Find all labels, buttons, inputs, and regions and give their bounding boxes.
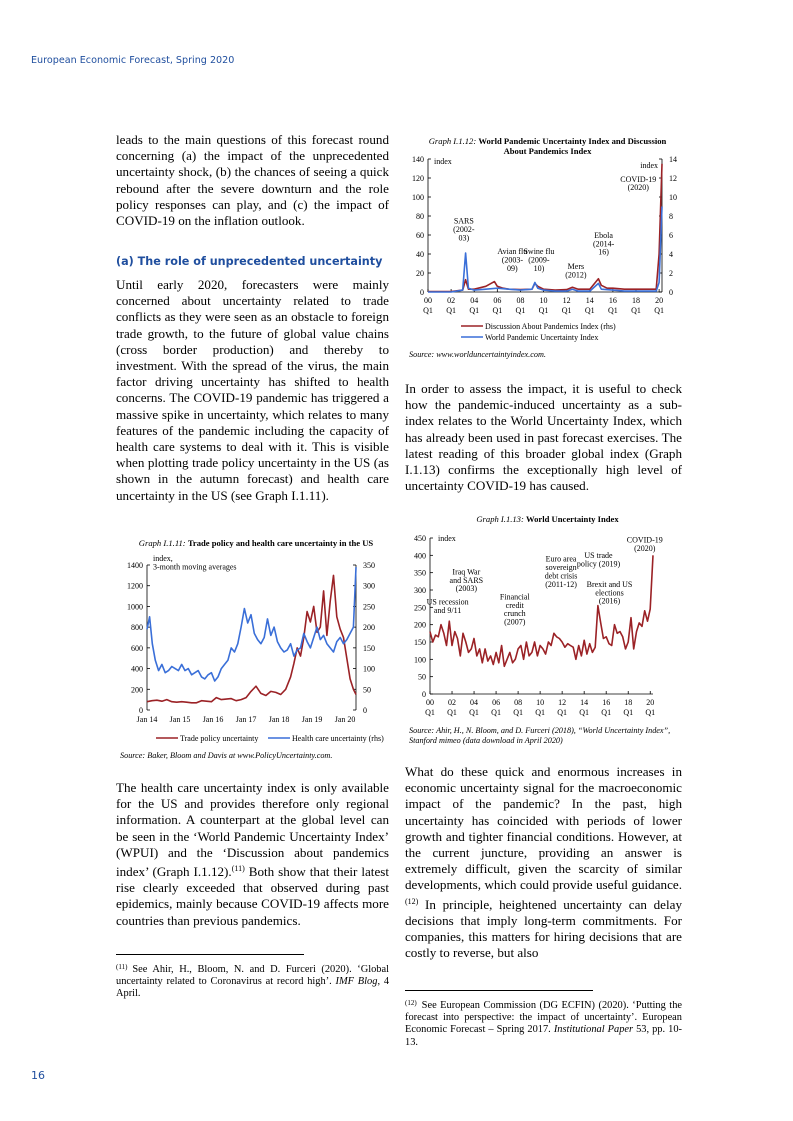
- x-tick-label-quarter: Q1: [645, 708, 656, 717]
- x-tick-label-year: 12: [558, 698, 567, 707]
- y-tick-label-right: 14: [669, 155, 677, 164]
- left-column-mid: [116, 277, 389, 504]
- x-tick-label-quarter: Q1: [515, 306, 526, 315]
- y-tick-label-left: 60: [416, 231, 424, 240]
- graph-title-text: World Pandemic Uncertainty Index and Discussion About Pandemics Index: [478, 136, 667, 156]
- y-tick-label-left: 1400: [127, 561, 143, 570]
- y-tick-label-right: 300: [363, 581, 375, 591]
- x-tick-label-year: 14: [580, 698, 589, 707]
- y-tick-label-left: 600: [131, 643, 143, 653]
- y-tick-label-left: 0: [420, 288, 424, 297]
- y-tick-label-right: 250: [363, 602, 375, 612]
- x-tick-label-quarter: Q1: [535, 708, 546, 717]
- source-label: Source:: [409, 350, 435, 359]
- y-tick-label-left: 120: [412, 174, 424, 183]
- y-tick-label: 400: [414, 551, 426, 561]
- x-tick-label-quarter: Q1: [654, 306, 665, 315]
- chart-svg: [405, 132, 687, 364]
- source-label: Source:: [409, 726, 435, 735]
- graph-source: [120, 751, 388, 761]
- x-tick-label-year: 16: [608, 296, 617, 305]
- source-text: Ahir, H., N. Bloom, and D. Furceri (2018), “World Uncertainty Index”, Stanford mimeo (data download in April 2020): [409, 726, 671, 745]
- x-tick-label-quarter: Q1: [492, 306, 503, 315]
- series-line-health-care: [147, 567, 356, 681]
- right-column-mid: [405, 381, 682, 494]
- annotation-label: US trade policy (2019): [576, 551, 621, 569]
- y-tick-label-right: 0: [669, 288, 673, 297]
- y-tick-label: 50: [418, 672, 426, 682]
- graph-title: [136, 538, 376, 548]
- x-tick-label-year: 06: [493, 296, 502, 305]
- chart-svg: [405, 510, 687, 754]
- x-tick-label-quarter: Q1: [469, 306, 480, 315]
- left-column-bottom: [116, 780, 389, 929]
- left-axis-label: index, 3-month moving averages: [153, 554, 237, 572]
- footnote-mark: (12): [405, 999, 417, 1007]
- x-tick-label-year: 04: [470, 698, 479, 707]
- x-tick-label-year: 20: [655, 296, 664, 305]
- annotation-label: Avian flu (2003-09): [497, 247, 528, 273]
- annotation-label: Brexit and US elections (2016): [586, 579, 633, 606]
- x-tick-label-year: 14: [585, 296, 594, 305]
- x-tick-label-year: 10: [536, 698, 545, 707]
- x-tick-label-quarter: Q1: [561, 306, 572, 315]
- y-tick-label: 150: [414, 638, 426, 647]
- y-tick-label-left: 40: [416, 250, 424, 259]
- x-tick-label-quarter: Q1: [447, 708, 457, 717]
- annotation-label: US recession and 9/11: [426, 597, 469, 615]
- x-tick-label: Jan 16: [202, 715, 224, 724]
- graph-number: Graph I.1.13:: [476, 514, 524, 524]
- footnote-text: See Ahir, H., Bloom, N. and D. Furceri (2020). ‘Global uncertainty related to Coronavirus at record high’.: [116, 964, 389, 988]
- graph-number: Graph I.1.12:: [428, 136, 477, 146]
- paragraph: [116, 780, 389, 929]
- chart-svg: [116, 535, 389, 765]
- y-tick-label-right: 2: [669, 269, 673, 278]
- annotation-label: SARS (2002-03): [453, 216, 475, 243]
- y-tick-label-right: 4: [669, 250, 673, 259]
- source-label: Source:: [120, 751, 146, 760]
- y-tick-label-left: 200: [131, 685, 143, 695]
- x-tick-label: Jan 18: [268, 715, 290, 724]
- paragraph: leads to the main questions of this forecast round concerning (a) the impact of the unprecedented uncertainty shock, (b) the chances of seeing a quick rebound after the severe downturn and the role policy responses can play, and (c) the impact of COVID-19 on the inflation outlook.: [116, 132, 389, 229]
- left-axis-label: index: [438, 534, 456, 543]
- y-tick-label: 250: [414, 603, 426, 613]
- x-tick-label-year: 16: [602, 698, 611, 707]
- annotation-label: Euro area sovereign debt crisis (2011-12): [544, 554, 578, 589]
- x-tick-label-quarter: Q1: [425, 708, 435, 717]
- x-tick-label-year: 02: [447, 296, 456, 305]
- x-tick-label-quarter: Q1: [631, 306, 641, 315]
- y-tick-label-left: 0: [139, 706, 143, 715]
- graph-title: [425, 514, 670, 524]
- x-tick-label-year: 08: [516, 296, 525, 305]
- x-tick-label-quarter: Q1: [446, 306, 457, 315]
- y-tick-label-left: 1000: [127, 602, 143, 612]
- graph-number: Graph I.1.11:: [138, 538, 186, 548]
- footnote-mark: (11): [116, 963, 128, 971]
- x-tick-label-quarter: Q1: [423, 306, 433, 315]
- paragraph: In order to assess the impact, it is useful to check how the pandemic-induced uncertainty as a sub-index relates to the World Uncertainty Index, which has already been used in past forecast exercises. The latest reading of this broader global index (Graph I.1.13) confirms the exceptionally high level of uncertainty COVID-19 has caused.: [405, 381, 682, 494]
- x-tick-label: Jan 14: [136, 715, 158, 724]
- x-tick-label-quarter: Q1: [513, 708, 523, 717]
- x-tick-label-quarter: Q1: [601, 708, 612, 717]
- graph-source: [409, 726, 687, 746]
- paragraph: [405, 764, 682, 961]
- y-tick-label-right: 350: [363, 561, 375, 570]
- paragraph-text: Both show that their latest rise clearly exceeded that observed during past epidemics, mainly because COVID-19 affects more countries than previous pandemics.: [116, 864, 389, 928]
- x-tick-label-year: 02: [448, 698, 457, 707]
- footnote-rule: [405, 990, 593, 991]
- y-tick-label-right: 0: [363, 706, 367, 715]
- footnote-text: See European Commission (DG ECFIN) (2020). ‘Putting the forecast into perspective: the impact of uncertainty’. European Economic Forecast – Spring 2017.: [405, 1000, 682, 1036]
- x-tick-label-year: 08: [514, 698, 523, 707]
- y-tick-label: 350: [414, 568, 426, 578]
- x-tick-label-year: 20: [646, 698, 655, 707]
- y-tick-label-right: 6: [669, 231, 673, 240]
- graph-title-text: World Uncertainty Index: [526, 514, 619, 524]
- x-tick-label-year: 06: [492, 698, 501, 707]
- x-tick-label-year: 04: [470, 296, 479, 305]
- y-tick-label-left: 1200: [127, 581, 143, 591]
- running-header: European Economic Forecast, Spring 2020: [31, 55, 235, 66]
- graph-trade-health-uncertainty: [116, 535, 389, 765]
- x-tick-label-quarter: Q1: [491, 708, 501, 717]
- y-tick-label-left: 100: [412, 193, 424, 202]
- footnote-rule: [116, 954, 304, 955]
- footnote-italic: IMF Blog: [335, 976, 378, 988]
- graph-pandemic-uncertainty: [405, 132, 687, 364]
- x-tick-label-year: 00: [426, 698, 434, 707]
- y-tick-label-left: 20: [416, 269, 424, 278]
- footnote-12: [405, 997, 682, 1049]
- x-tick-label: Jan 15: [169, 715, 191, 724]
- annotation-label: COVID-19 (2020): [620, 174, 657, 193]
- x-tick-label-year: 18: [632, 296, 640, 305]
- right-axis-label: index: [640, 161, 658, 170]
- paragraph: Until early 2020, forecasters were mainly concerned about uncertainty related to trade conflicts as they were seen as an obstacle to foreign trade growth, to the future of global value chains (cross border production) and thereby to investment. With the spread of the virus, the main factor driving uncertainty has shifted to health concerns. The COVID-19 pandemic has triggered a massive spike in uncertainty, which relates to many features of the pandemic including the capacity of health care systems to deal with it. This is visible when plotting trade policy uncertainty in the US (as shown in the autumn forecast) and health care uncertainty in the US (see Graph I.1.11).: [116, 277, 389, 503]
- legend-label-wpui: World Pandemic Uncertainty Index: [485, 333, 599, 342]
- y-tick-label-left: 140: [412, 155, 424, 164]
- x-tick-label: Jan 19: [301, 715, 323, 724]
- page-number: 16: [31, 1069, 45, 1082]
- x-tick-label: Jan 17: [235, 715, 257, 724]
- y-tick-label-right: 200: [363, 623, 375, 633]
- x-tick-label-year: 18: [624, 698, 633, 707]
- section-heading: (a) The role of unprecedented uncertainty: [116, 255, 383, 268]
- x-tick-label-quarter: Q1: [607, 306, 618, 315]
- y-tick-label-right: 150: [363, 643, 375, 653]
- y-tick-label: 0: [422, 690, 426, 699]
- legend-label-health: Health care uncertainty (rhs): [292, 734, 384, 743]
- paragraph-text: In principle, heightened uncertainty can delay decisions that imply long-term commitments. For companies, this matters for hiring decisions that are costly to reverse, but also: [405, 896, 682, 961]
- x-tick-label-year: 12: [562, 296, 571, 305]
- y-tick-label: 100: [414, 655, 426, 665]
- source-text: Baker, Bloom and Davis at www.PolicyUncertainty.com.: [145, 751, 333, 760]
- x-tick-label-quarter: Q1: [584, 306, 595, 315]
- left-column-top: [116, 132, 389, 229]
- x-tick-label-quarter: Q1: [579, 708, 590, 717]
- y-tick-label: 200: [414, 620, 426, 630]
- y-tick-label-left: 400: [131, 664, 143, 674]
- footnote-ref[interactable]: (11): [231, 864, 245, 874]
- left-axis-label: index: [434, 157, 452, 166]
- y-tick-label-right: 50: [363, 685, 371, 695]
- footnote-text: 53, pp. 10-13.: [405, 1024, 682, 1048]
- y-tick-label-left: 80: [416, 212, 424, 221]
- graph-title: [425, 136, 670, 156]
- x-tick-label-year: 10: [539, 296, 548, 305]
- footnote-11: [116, 961, 389, 1001]
- x-tick-label-year: 00: [424, 296, 432, 305]
- legend-label-trade: Trade policy uncertainty: [180, 734, 259, 743]
- y-tick-label: 450: [414, 534, 426, 543]
- annotation-label: Financial credit crunch (2007): [499, 592, 530, 627]
- right-column-bottom: [405, 764, 682, 961]
- footnote-text: , 4 April.: [116, 976, 390, 1000]
- y-tick-label-right: 10: [669, 193, 677, 202]
- y-tick-label-left: 800: [131, 623, 143, 633]
- annotation-label: Ebola (2014-16): [592, 230, 615, 257]
- paragraph-text: The health care uncertainty index is only available for the US and provides therefore only regional information. A counterpart at the global level can be seen in the ‘World Pandemic Uncertainty Index’ (WPUI) and the ‘Discussion about pandemics index’ (Graph I.1.12).: [116, 780, 389, 880]
- paragraph-text: What do these quick and enormous increases in economic uncertainty signal for the macroeconomic impact of the pandemic? In the past, high uncertainty has coincided with periods of lower growth and tighter financial conditions. However, at the current juncture, providing an answer is extremely difficult, given the scarcity of similar developments, which could provide useful guidance.: [405, 764, 682, 893]
- x-tick-label: Jan 20: [334, 715, 356, 724]
- x-tick-label-quarter: Q1: [538, 306, 549, 315]
- annotation-label: COVID-19 (2020): [626, 535, 663, 553]
- annotation-label: Iraq War and SARS (2003): [449, 567, 484, 594]
- graph-title-text: Trade policy and health care uncertainty in the US: [187, 538, 374, 548]
- annotation-label: Mers (2012): [565, 262, 587, 280]
- graph-world-uncertainty: [405, 510, 687, 754]
- x-tick-label-quarter: Q1: [623, 708, 634, 717]
- y-tick-label-right: 100: [363, 664, 375, 674]
- y-tick-label: 300: [414, 586, 426, 595]
- y-tick-label-right: 12: [669, 174, 677, 183]
- source-text: www.worlduncertaintyindex.com.: [434, 350, 546, 359]
- x-tick-label-quarter: Q1: [469, 708, 479, 717]
- footnote-italic: Institutional Paper: [553, 1024, 634, 1036]
- annotation-label: Swine flu (2009-10): [523, 247, 555, 273]
- footnote-ref[interactable]: (12): [405, 896, 419, 906]
- legend-label-discussion: Discussion About Pandemics Index (rhs): [485, 322, 616, 331]
- x-tick-label-quarter: Q1: [557, 708, 568, 717]
- graph-source: [409, 350, 687, 360]
- y-tick-label-right: 8: [669, 212, 673, 221]
